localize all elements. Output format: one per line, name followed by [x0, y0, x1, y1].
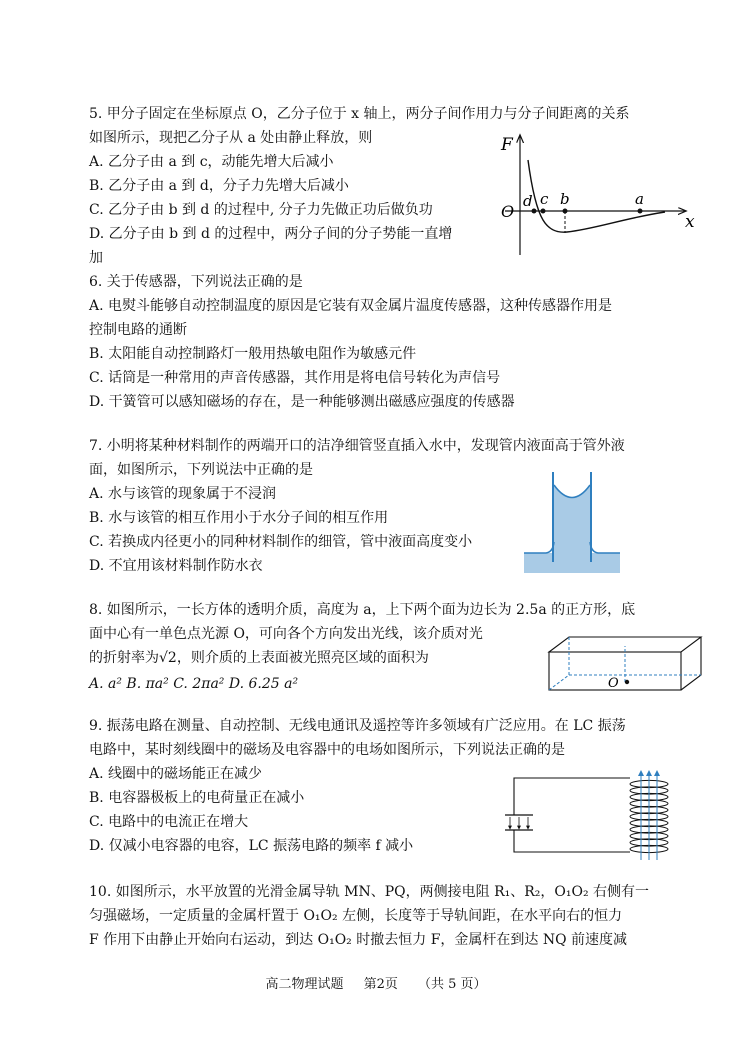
footer-subject: 高二物理试题 — [265, 977, 344, 992]
q5-option-b: B. 乙分子由 a 到 d，分子力先增大后减小 — [89, 178, 349, 194]
q7-option-d: D. 不宜用该材料制作防水衣 — [89, 558, 263, 574]
page-footer — [0, 973, 752, 992]
q7-option-a: A. 水与该管的现象属于不浸润 — [89, 486, 277, 502]
q7-water-column — [554, 485, 590, 560]
q9-wire-bottom — [514, 830, 630, 852]
q5-force-curve — [528, 160, 665, 232]
q6-option-c: C. 话筒是一种常用的声音传感器，其作用是将电信号转化为声信号 — [89, 370, 501, 386]
q9-wire-top — [514, 778, 630, 815]
q9-option-b: B. 电容器极板上的电荷量正在减小 — [89, 790, 305, 806]
q5-point-c — [541, 209, 546, 214]
q9-lc-circuit-figure — [500, 760, 700, 865]
q9-option-c: C. 电路中的电流正在增大 — [89, 814, 249, 830]
q10-line1: 10. 如图所示，水平放置的光滑金属导轨 MN、PQ，两侧接电阻 R₁、R₂，O₁O₂ 右侧有一 — [89, 884, 650, 900]
q9-option-d: D. 仅减小电容器的电容，LC 振荡电路的频率 f 减小 — [89, 838, 414, 854]
q5-label-x: x — [685, 212, 695, 232]
q9-stem-line2: 电路中，某时刻线圈中的磁场及电容器中的电场如图所示，下列说法正确的是 — [89, 742, 565, 758]
q7-option-b: B. 水与该管的相互作用小于水分子间的相互作用 — [89, 510, 389, 526]
q5-stem-line1: 5. 甲分子固定在坐标原点 O，乙分子位于 x 轴上，两分子间作用力与分子间距离的关系 — [89, 106, 630, 122]
q8-options: A. a² B. πa² C. 2πa² D. 6.25 a² — [89, 676, 299, 692]
q5-point-b — [563, 209, 568, 214]
q6-option-a-line2: 控制电路的通断 — [89, 322, 187, 338]
q5-label-O: O — [501, 202, 515, 221]
q5-label-b: b — [560, 190, 570, 208]
q5-stem-line2: 如图所示，现把乙分子从 a 处由静止释放，则 — [89, 130, 373, 146]
q5-label-c: c — [540, 190, 549, 208]
q7-option-c: C. 若换成内径更小的同种材料制作的细管，管中液面高度变小 — [89, 534, 473, 550]
q6-stem: 6. 关于传感器，下列说法正确的是 — [89, 274, 303, 290]
q8-label-O: O — [608, 676, 619, 691]
q5-label-F: F — [501, 135, 513, 155]
q7-capillary-figure — [522, 470, 622, 575]
q8-stem-line2: 面中心有一单色点光源 O，可向各个方向发出光线，该介质对光 — [89, 626, 483, 642]
q8-stem-line3: 的折射率为√2，则介质的上表面被光照亮区域的面积为 — [89, 650, 429, 666]
q7-stem-line2: 面，如图所示，下列说法中正确的是 — [89, 462, 313, 478]
q5-label-a: a — [635, 190, 644, 208]
q6-option-d: D. 干簧管可以感知磁场的存在，是一种能够测出磁感应强度的传感器 — [89, 394, 515, 410]
footer-total: （共 5 页） — [418, 977, 487, 992]
q5-option-c: C. 乙分子由 b 到 d 的过程中, 分子力先做正功后做负功 — [89, 202, 433, 218]
q6-option-b: B. 太阳能自动控制路灯一般用热敏电阻作为敏感元件 — [89, 346, 417, 362]
q9-option-a: A. 线圈中的磁场能正在减少 — [89, 766, 263, 782]
q6-option-a-line1: A. 电熨斗能够自动控制温度的原因是它装有双金属片温度传感器，这种传感器作用是 — [89, 298, 613, 314]
footer-page: 第2页 — [363, 977, 398, 992]
q8-light-source — [625, 680, 629, 684]
q10-line2: 匀强磁场，一定质量的金属杆置于 O₁O₂ 左侧，长度等于导轨间距，在水平向右的恒力 — [89, 908, 623, 924]
q8-stem-line1: 8. 如图所示，一长方体的透明介质，高度为 a，上下两个面为边长为 2.5a 的正方形，底 — [89, 602, 636, 618]
q7-stem-line1: 7. 小明将某种材料制作的两端开口的洁净细管竖直插入水中，发现管内液面高于管外液 — [89, 438, 625, 454]
q5-option-d-line1: D. 乙分子由 b 到 d 的过程中，两分子间的分子势能一直增 — [89, 226, 453, 242]
q9-stem-line1: 9. 振荡电路在测量、自动控制、无线电通讯及遥控等许多领域有广泛应用。在 LC 振荡 — [89, 718, 626, 734]
q5-label-d: d — [523, 192, 533, 210]
q8-prism-figure — [546, 634, 706, 694]
q5-option-a: A. 乙分子由 a 到 c，动能先增大后减小 — [89, 154, 334, 170]
q10-line3: F 作用下由静止开始向右运动，到达 O₁O₂ 时撤去恒力 F，金属杆在到达 NQ 前速度减 — [89, 932, 628, 948]
q5-force-distance-graph — [495, 130, 705, 260]
q5-option-d-line2: 加 — [89, 250, 103, 266]
q5-point-a — [638, 209, 643, 214]
